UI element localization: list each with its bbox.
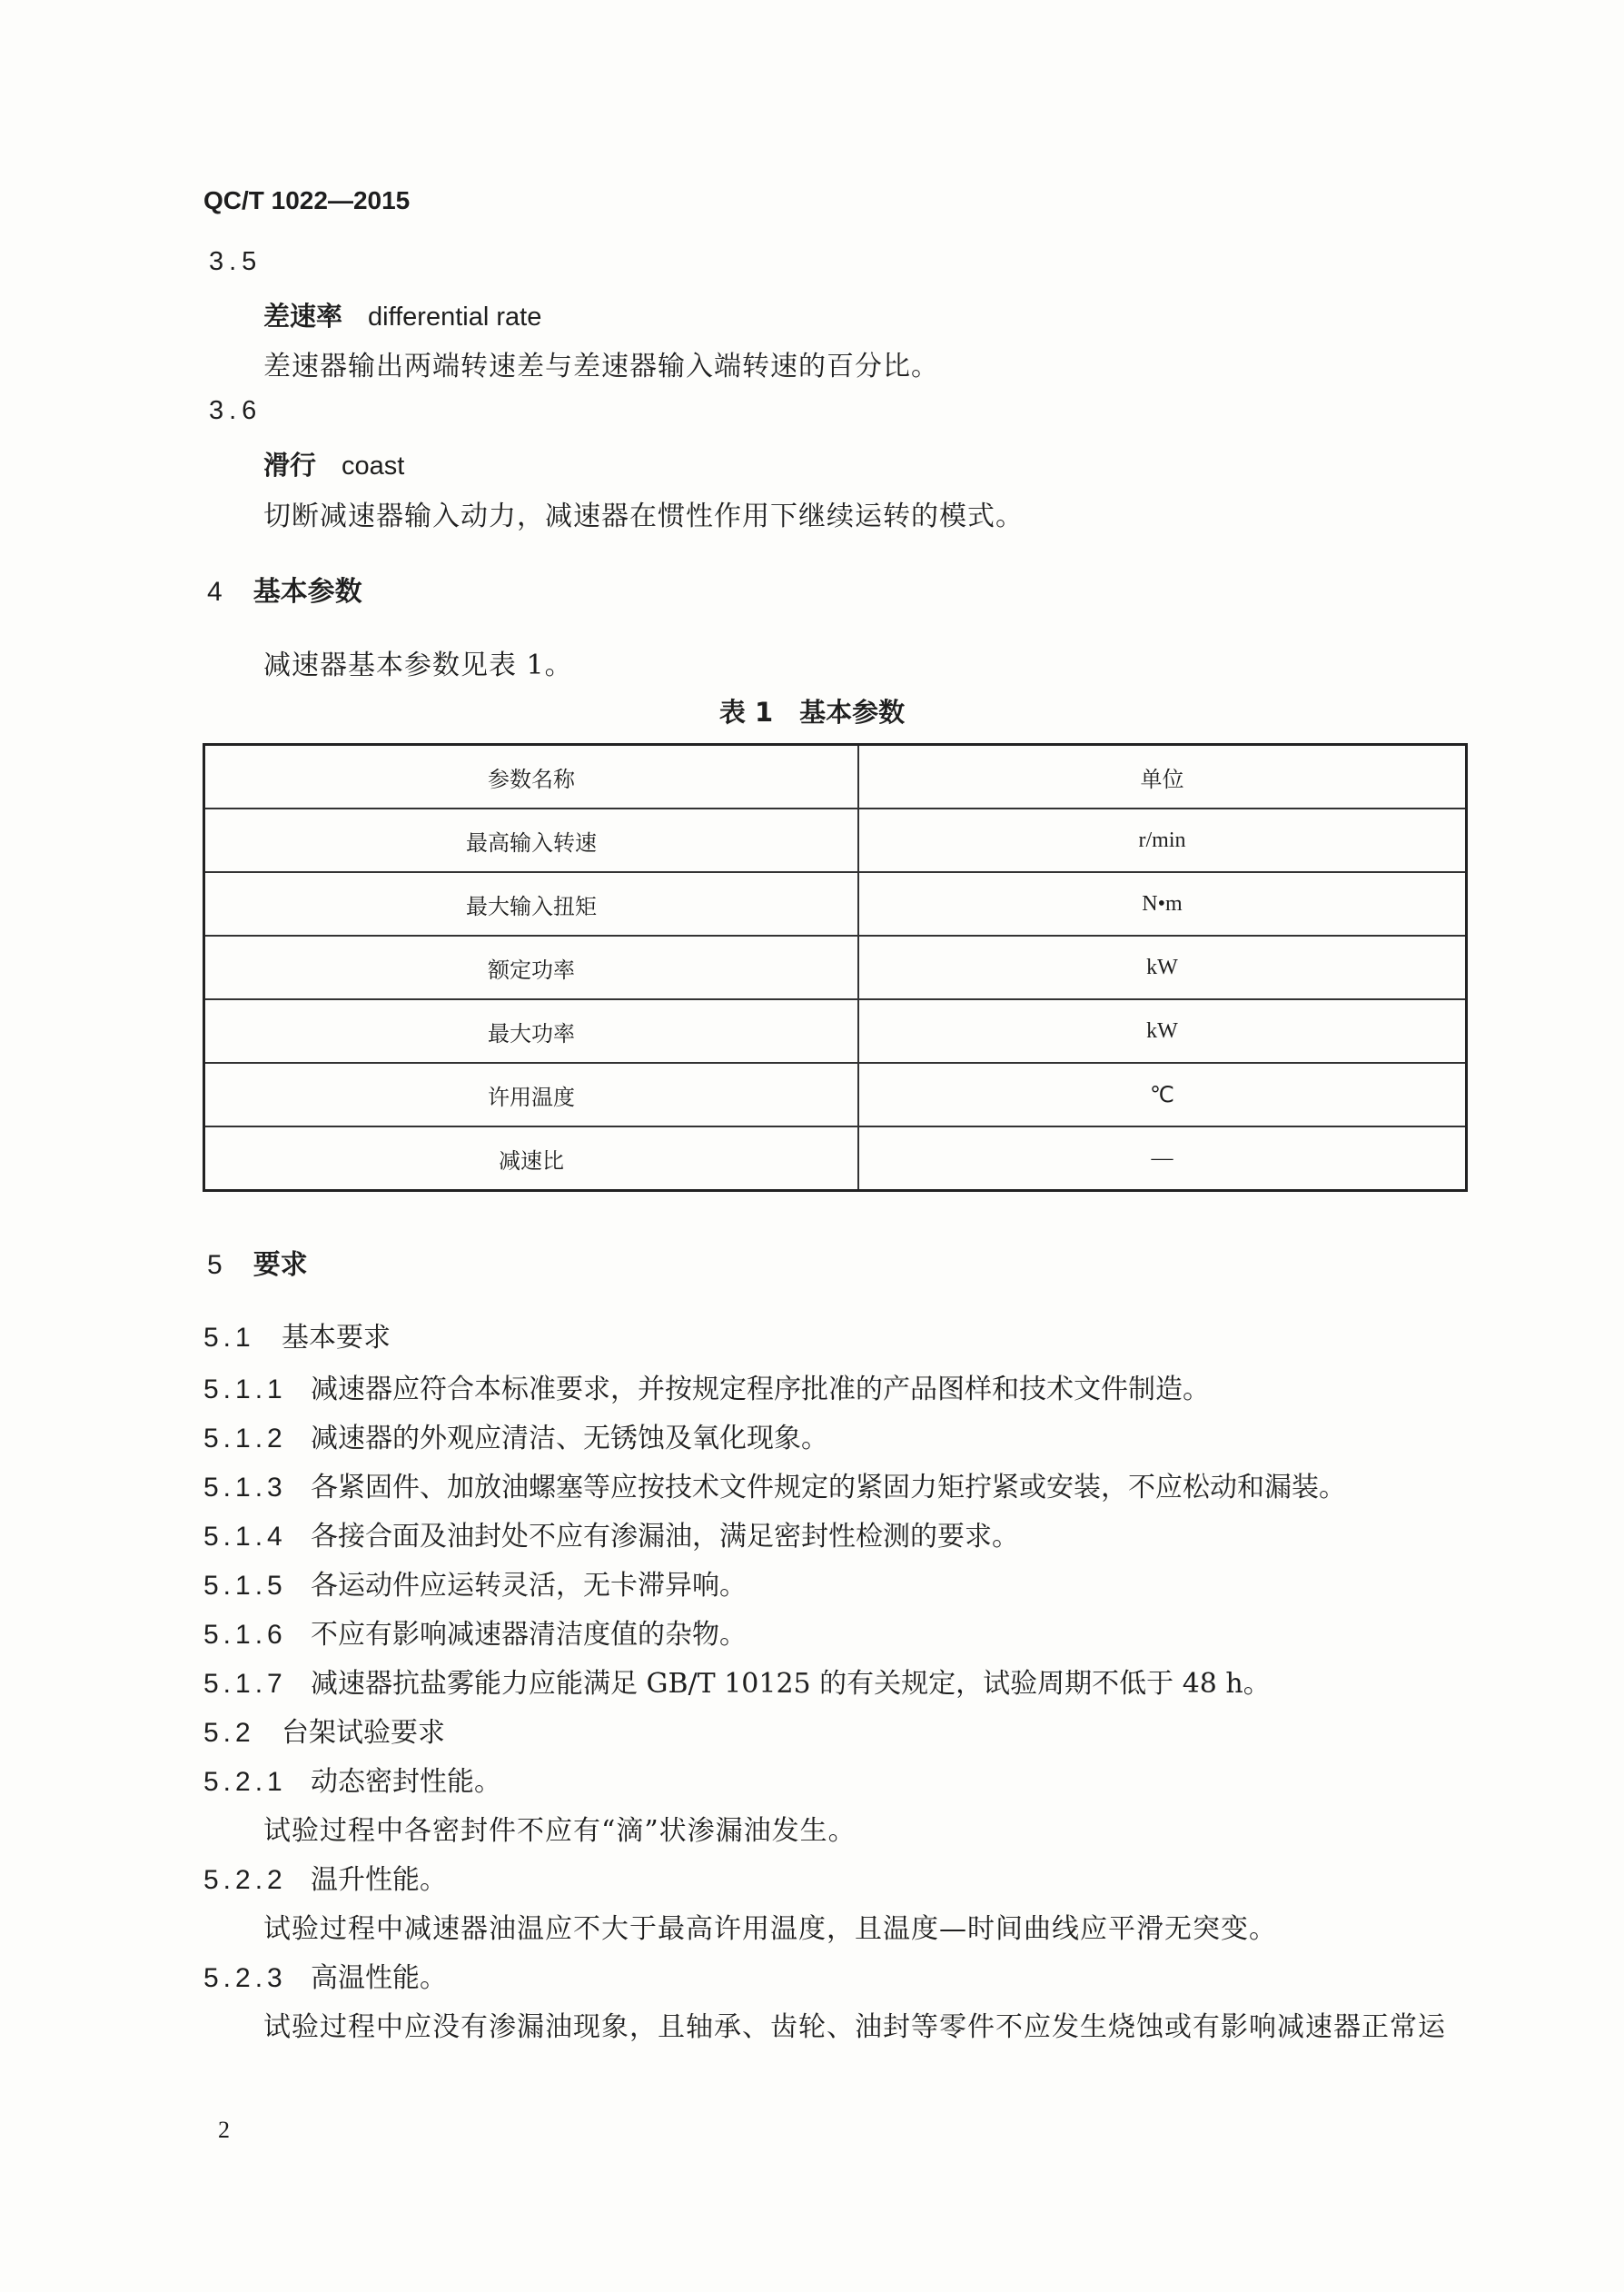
param-unit-cell: N•m [858, 872, 1467, 936]
param-unit-cell: — [858, 1126, 1467, 1191]
requirement-item: 5.1.4 各接合面及油封处不应有渗漏油，满足密封性检测的要求。 [203, 1521, 1019, 1553]
table-header-cell: 参数名称 [204, 745, 859, 809]
table-header-cell: 单位 [858, 745, 1467, 809]
page-number: 2 [218, 2117, 230, 2143]
param-name-cell: 最高输入转速 [204, 809, 859, 872]
table-row [204, 1126, 1467, 1191]
term-zh: 差速率 [263, 301, 343, 332]
requirement-text: 试验过程中应没有渗漏油现象，且轴承、齿轮、油封等零件不应发生烧蚀或有影响减速器正常运 [263, 2011, 1446, 2043]
term-definition: 切断减速器输入动力，减速器在惯性作用下继续运转的模式。 [263, 501, 1024, 532]
term-en: differential rate [368, 303, 542, 332]
subsection-heading: 5.2 台架试验要求 [203, 1717, 445, 1749]
requirement-item: 5.2.3 高温性能。 [203, 1962, 447, 1994]
requirement-item: 5.1.5 各运动件应运转灵活，无卡滞异响。 [203, 1570, 747, 1602]
param-name-cell: 许用温度 [204, 1063, 859, 1126]
section-heading: 5 要求 [207, 1249, 308, 1281]
term-en: coast [342, 451, 405, 481]
param-name-cell: 最大功率 [204, 999, 859, 1063]
table-title: 表 1 基本参数 [718, 697, 906, 728]
requirement-item: 5.2.2 温升性能。 [203, 1864, 447, 1896]
subsection-heading: 5.1 基本要求 [203, 1322, 391, 1354]
clause-number: 3.6 [209, 396, 262, 425]
requirement-item: 5.2.1 动态密封性能。 [203, 1766, 501, 1798]
standard-code: QC/T 1022—2015 [203, 186, 411, 214]
table-header-row [204, 745, 1467, 809]
section-intro: 减速器基本参数见表 1。 [263, 650, 573, 681]
table-row [204, 999, 1467, 1063]
param-name-cell: 最大输入扭矩 [204, 872, 859, 936]
table-row [204, 872, 1467, 936]
param-unit-cell: r/min [858, 809, 1467, 872]
table-row [204, 809, 1467, 872]
section-heading: 4 基本参数 [207, 576, 362, 608]
term-heading [263, 296, 541, 333]
requirement-item: 5.1.1 减速器应符合本标准要求，并按规定程序批准的产品图样和技术文件制造。 [203, 1374, 1210, 1405]
param-name-cell: 减速比 [204, 1126, 859, 1191]
param-unit-cell: ℃ [858, 1063, 1467, 1126]
requirement-text: 试验过程中各密封件不应有“滴”状渗漏油发生。 [263, 1815, 857, 1847]
requirement-item: 5.1.6 不应有影响减速器清洁度值的杂物。 [203, 1619, 747, 1651]
requirement-item: 5.1.3 各紧固件、加放油螺塞等应按技术文件规定的紧固力矩拧紧或安装，不应松动和漏装。 [203, 1472, 1346, 1503]
term-zh: 滑行 [263, 450, 317, 481]
term-definition: 差速器输出两端转速差与差速器输入端转速的百分比。 [263, 351, 939, 382]
param-unit-cell: kW [858, 936, 1467, 999]
param-name-cell: 额定功率 [204, 936, 859, 999]
requirement-item: 5.1.2 减速器的外观应清洁、无锈蚀及氧化现象。 [203, 1423, 828, 1454]
parameters-table [203, 743, 1468, 1192]
requirement-text: 试验过程中减速器油温应不大于最高许用温度，且温度—时间曲线应平滑无突变。 [263, 1913, 1277, 1945]
term-heading [263, 445, 404, 482]
table-row [204, 936, 1467, 999]
requirement-item: 5.1.7 减速器抗盐雾能力应能满足 GB/T 10125 的有关规定，试验周期不低于 48 h。 [203, 1668, 1271, 1700]
param-unit-cell: kW [858, 999, 1467, 1063]
clause-number: 3.5 [209, 247, 262, 276]
table-row [204, 1063, 1467, 1126]
